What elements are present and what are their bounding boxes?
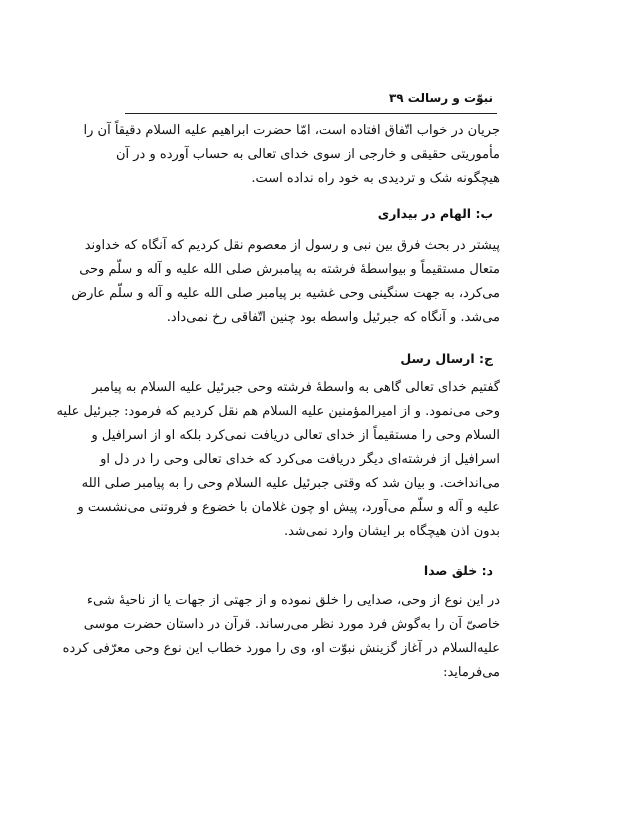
paragraph-line: هیچگونه شک و تردیدی به خود راه نداده است.: [251, 171, 500, 186]
paragraph-ilham: [71, 234, 500, 330]
header-rule: [125, 113, 497, 114]
paragraph-line: بدون اذن هیچگاه بر ایشان وارد نمی‌شد.: [283, 524, 500, 539]
paragraph-line: علیه و آله و سلّم می‌آورد، پیش او چون غلامان با خضوع و فروتنی می‌نشست و: [77, 500, 500, 515]
section-heading-ersal-rosol: ج: ارسال رسل: [400, 351, 493, 366]
intro-paragraph: [83, 119, 500, 191]
paragraph-line: اسرافیل از فرشته‌ای دیگر دریافت می‌کرد که خدای تعالی وحی را در دل او: [100, 452, 500, 467]
paragraph-line: مأموریتی حقیقی و خارجی از سوی خدای تعالی به حساب آورده و در آن: [115, 147, 500, 162]
paragraph-line: وحی می‌نمود. و از امیرالمؤمنین علیه السلام هم نقل کردیم که فرمود: جبرئیل علیه: [56, 404, 500, 419]
paragraph-line: پیشتر در بحث فرق بین نبی و رسول از معصوم نقل کردیم که آنگاه که خداوند: [84, 238, 500, 253]
paragraph-line: می‌شد. و آنگاه که جبرئیل واسطه بود چنین اتّفاقی رخ نمی‌داد.: [166, 310, 500, 325]
paragraph-line: می‌انداخت. و بیان شد که وقتی جبرئیل علیه السلام وحی را به پیامبر صلی الله: [81, 476, 500, 491]
paragraph-line: گفتیم خدای تعالی گاهی به واسطهٔ فرشته وحی جبرئیل علیه السلام به پیامبر: [92, 380, 500, 395]
paragraph-khalq-seda: [62, 589, 500, 685]
running-header: نبوّت و رسالت ۳۹: [388, 91, 493, 105]
paragraph-ersal-rosol: [56, 376, 500, 544]
section-heading-ilham: ب: الهام در بیداری: [377, 206, 493, 221]
section-heading-khalq-seda: د: خلق صدا: [423, 563, 493, 578]
paragraph-line: می‌فرماید:: [443, 665, 500, 680]
paragraph-line: خاصیّ آن را به‌گوش فرد مورد نظر می‌رساند. قرآن در داستان حضرت موسی: [83, 617, 500, 632]
paragraph-line: می‌کرد، به جهت سنگینی وحی غشیه بر پیامبر صلی الله علیه و آله و سلّم عارض: [71, 286, 500, 301]
paragraph-line: جریان در خواب اتّفاق افتاده است، امّا حضرت ابراهیم علیه السلام دقیقاً آن را: [83, 123, 500, 138]
paragraph-line: السلام وحی را مستقیماً از خدای تعالی دریافت نمی‌کرد بلکه او از اسرافیل و: [91, 428, 500, 443]
paragraph-line: متعال مستقیماً و بیواسطهٔ فرشته به پیامبرش صلی الله علیه و آله و سلّم وحی: [79, 262, 500, 277]
paragraph-line: در این نوع از وحی، صدایی را خلق نموده و از جهتی از جهات یا از ناحیهٔ شیء: [86, 593, 500, 608]
paragraph-line: علیه‌السلام در آغاز گزینش نبوّت او، وی را مورد خطاب این نوع وحی معرّفی کرده: [62, 641, 500, 656]
